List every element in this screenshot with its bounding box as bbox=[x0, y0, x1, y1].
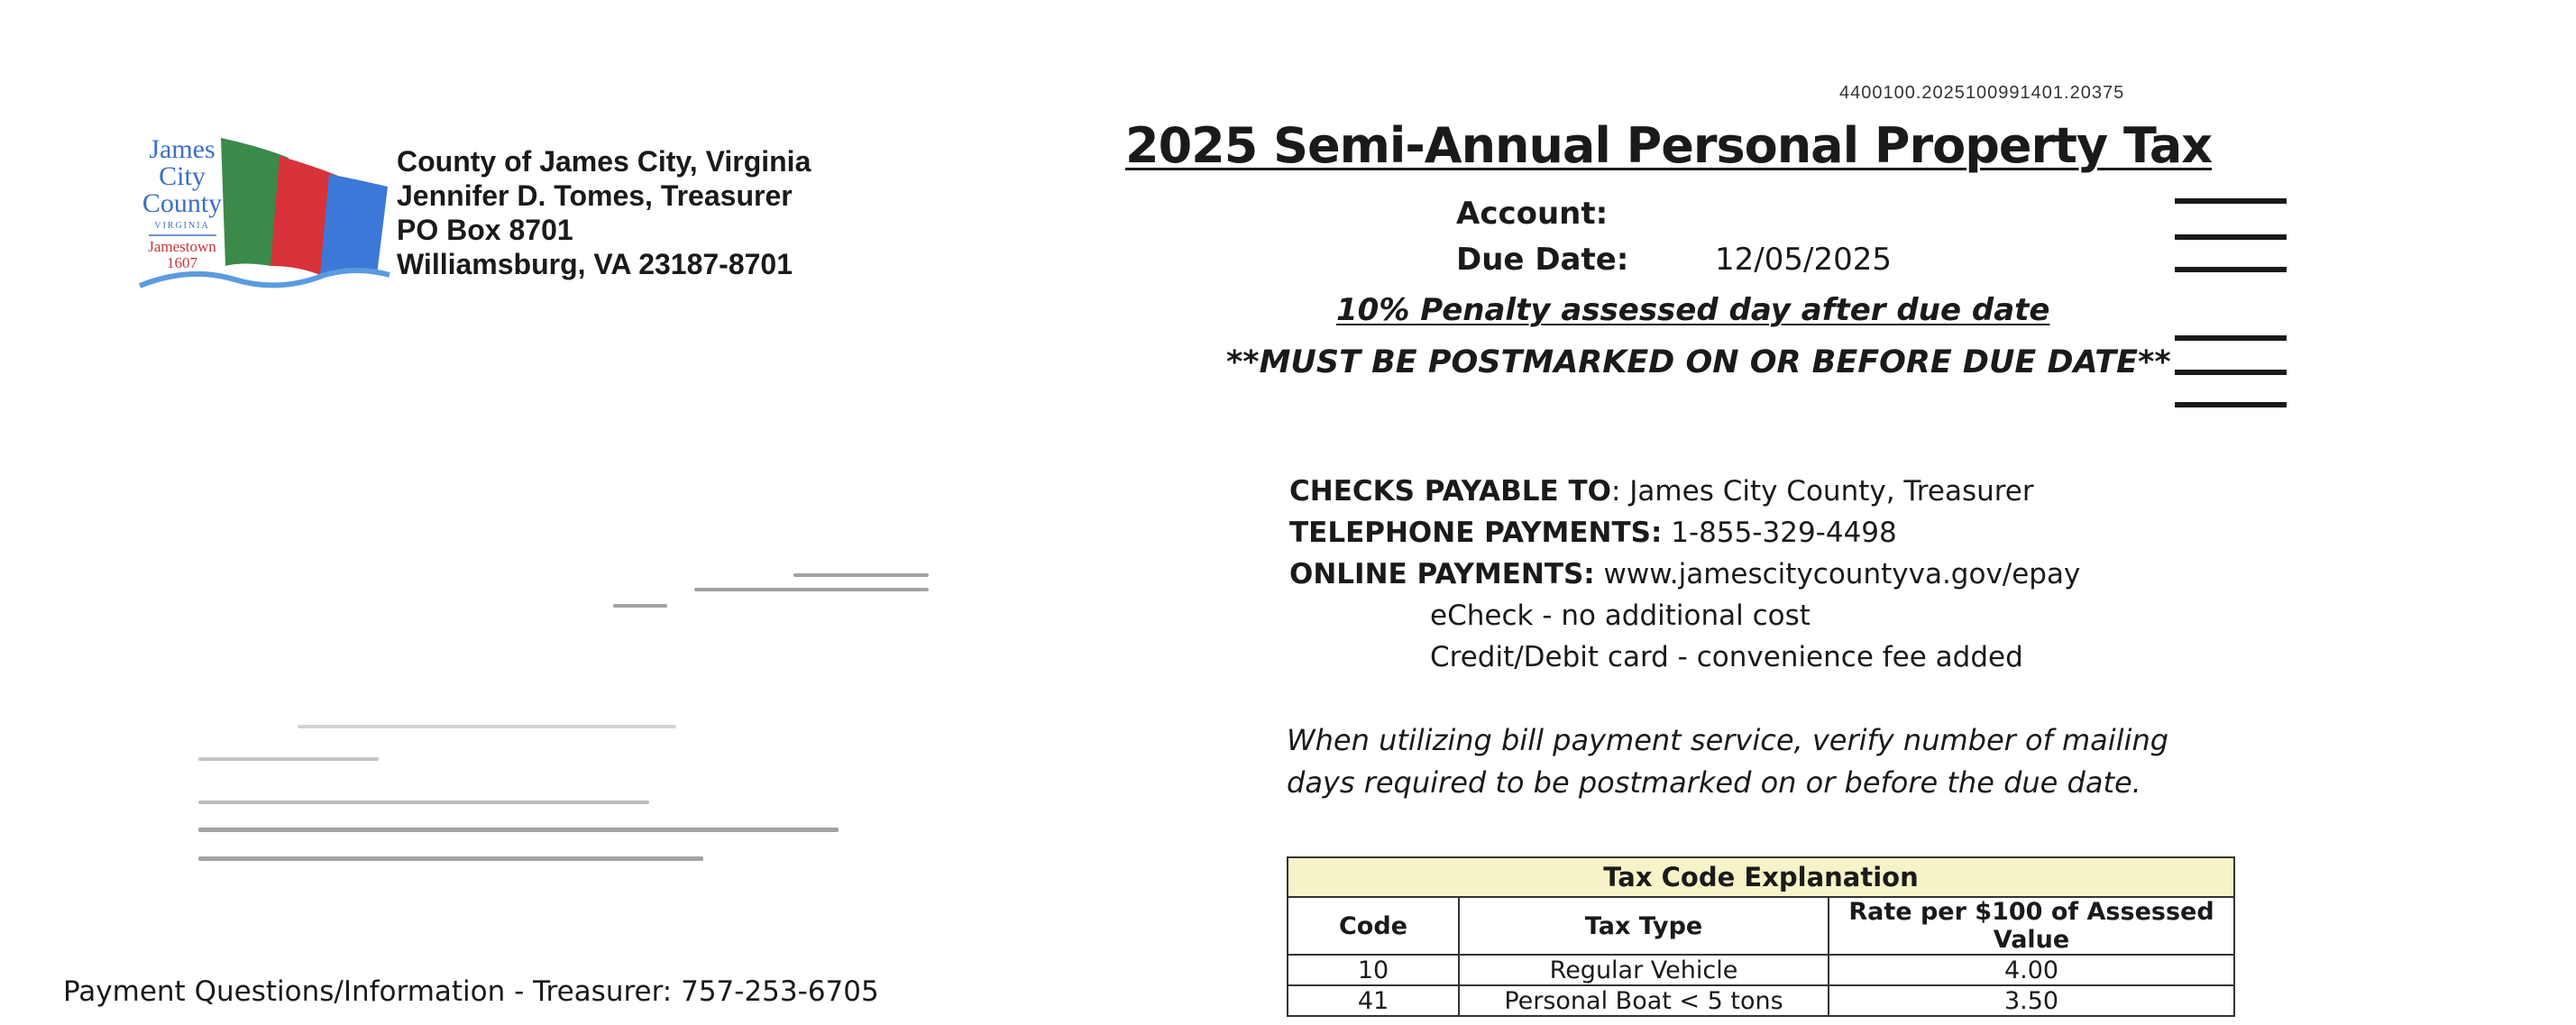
table-row bbox=[1288, 985, 2234, 1016]
marker-bar bbox=[2175, 370, 2287, 375]
marker-bar bbox=[2175, 267, 2287, 272]
marker-bar bbox=[2175, 234, 2287, 240]
barcode-number: 4400100.2025100991401.20375 bbox=[1839, 83, 2125, 103]
marker-bar bbox=[2175, 402, 2287, 407]
logo-text-year: 1607 bbox=[167, 254, 197, 271]
online-payments-line bbox=[1289, 554, 2080, 595]
logo-text-james: James bbox=[149, 134, 215, 164]
sender-line-4: Williamsburg, VA 23187-8701 bbox=[397, 248, 793, 280]
bill-title: 2025 Semi-Annual Personal Property Tax bbox=[1125, 117, 2213, 174]
logo-text-city: City bbox=[159, 161, 206, 191]
tax-rate-cell: 3.50 bbox=[1829, 985, 2234, 1016]
marker-bar bbox=[2175, 198, 2287, 204]
tax-code-cell: 41 bbox=[1288, 985, 1459, 1016]
online-payments-url: www.jamescitycountyva.gov/epay bbox=[1594, 558, 2081, 590]
tax-code-table bbox=[1287, 856, 2235, 1017]
telephone-payments-line bbox=[1289, 512, 2080, 554]
county-logo bbox=[135, 131, 392, 297]
logo-text-virginia: VIRGINIA bbox=[154, 221, 210, 231]
sender-address bbox=[397, 144, 811, 281]
tax-type-cell: Personal Boat < 5 tons bbox=[1459, 985, 1829, 1016]
sender-line-1: County of James City, Virginia bbox=[397, 145, 811, 178]
recipient-name-redacted bbox=[595, 568, 929, 613]
bill-payment-note: When utilizing bill payment service, verify number of mailing days required to be postmarked on or before the due date. bbox=[1287, 723, 2169, 800]
checks-payable-line bbox=[1289, 471, 2080, 512]
tax-table-header-type: Tax Type bbox=[1459, 897, 1829, 955]
tax-code-cell: 10 bbox=[1288, 955, 1459, 985]
recipient-address-redacted bbox=[189, 721, 839, 874]
tax-type-cell: Regular Vehicle bbox=[1459, 955, 1829, 985]
due-date-label: Due Date: bbox=[1456, 242, 1629, 278]
sender-line-3: PO Box 8701 bbox=[397, 214, 573, 246]
payment-instructions bbox=[1289, 471, 2080, 678]
online-payments-label: ONLINE PAYMENTS: bbox=[1289, 558, 1595, 590]
telephone-payments-label: TELEPHONE PAYMENTS: bbox=[1289, 517, 1663, 549]
tax-table-header-rate: Rate per $100 of Assessed Value bbox=[1829, 897, 2234, 955]
logo-wave bbox=[140, 270, 390, 286]
penalty-notice: 10% Penalty assessed day after due date bbox=[1336, 292, 2050, 328]
checks-payable-value: : James City County, Treasurer bbox=[1610, 475, 2034, 508]
logo-text-county: County bbox=[142, 188, 223, 218]
sender-line-2: Jennifer D. Tomes, Treasurer bbox=[397, 179, 793, 212]
due-date-value: 12/05/2025 bbox=[1715, 242, 1892, 278]
postmark-notice: **MUST BE POSTMARKED ON OR BEFORE DUE DATE** bbox=[1226, 344, 2171, 380]
logo-text-jamestown: Jamestown bbox=[148, 238, 216, 255]
account-value-redacted bbox=[1718, 196, 1898, 232]
marker-bar bbox=[2175, 335, 2287, 341]
card-line: Credit/Debit card - convenience fee added bbox=[1430, 641, 2023, 673]
table-row bbox=[1288, 955, 2234, 985]
tax-table-header-code: Code bbox=[1288, 897, 1459, 955]
echeck-line: eCheck - no additional cost bbox=[1430, 599, 1811, 632]
account-label: Account: bbox=[1456, 196, 1609, 232]
payment-questions-line: Payment Questions/Information - Treasurer: 757-253-6705 bbox=[63, 975, 879, 1008]
tax-rate-cell: 4.00 bbox=[1829, 955, 2234, 985]
tax-table-caption: Tax Code Explanation bbox=[1288, 857, 2234, 897]
logo-blue-sail bbox=[320, 174, 388, 275]
telephone-payments-value: 1-855-329-4498 bbox=[1662, 517, 1897, 549]
checks-payable-label: CHECKS PAYABLE TO bbox=[1289, 475, 1611, 508]
